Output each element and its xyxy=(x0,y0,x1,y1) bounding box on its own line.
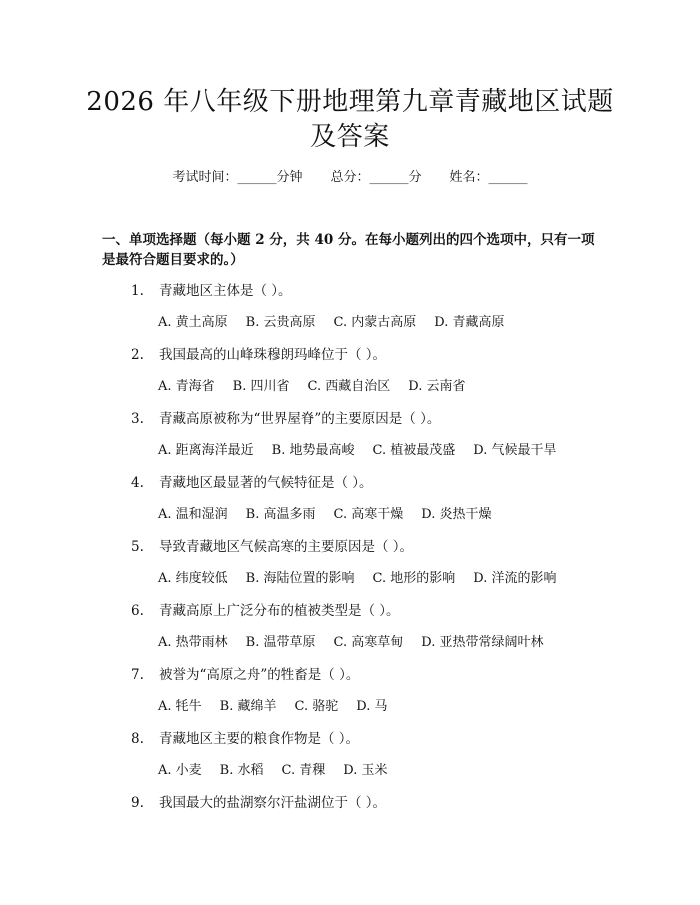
question-5-options xyxy=(158,570,556,588)
question-number: 3. xyxy=(131,411,144,427)
question-4-options xyxy=(158,506,491,524)
question-5 xyxy=(131,538,413,556)
question-number: 8. xyxy=(131,731,144,747)
section-heading-line-2: 是最符合题目要求的。） xyxy=(102,252,244,268)
question-1-options xyxy=(158,314,504,332)
exam-time-field: 考试时间：______分钟 xyxy=(172,170,303,185)
option-b: B. 四川省 xyxy=(232,379,290,394)
question-1 xyxy=(131,282,292,300)
student-name-field: 姓名：______ xyxy=(449,170,528,185)
option-c: C. 高寒干燥 xyxy=(333,507,404,522)
question-2-options xyxy=(158,378,465,396)
question-number: 7. xyxy=(131,667,144,683)
question-text: 青藏高原被称为“世界屋脊”的主要原因是（ ）。 xyxy=(159,411,441,427)
question-text: 青藏地区主体是（ ）。 xyxy=(159,283,292,299)
option-d: D. 青藏高原 xyxy=(434,315,505,330)
option-c: C. 青稞 xyxy=(281,763,326,778)
question-4 xyxy=(131,474,373,492)
option-c: C. 骆驼 xyxy=(294,699,339,714)
question-8 xyxy=(131,730,359,748)
question-text: 我国最大的盐湖察尔汗盐湖位于（ ）。 xyxy=(159,795,387,811)
question-text: 青藏地区主要的粮食作物是（ ）。 xyxy=(159,731,360,747)
option-c: C. 植被最茂盛 xyxy=(372,443,456,458)
question-number: 4. xyxy=(131,475,144,491)
question-text: 导致青藏地区气候高寒的主要原因是（ ）。 xyxy=(159,539,414,555)
question-9 xyxy=(131,794,386,812)
option-a: A. 青海省 xyxy=(158,379,215,394)
question-2 xyxy=(131,346,386,364)
option-d: D. 云南省 xyxy=(408,379,466,394)
question-3 xyxy=(131,410,440,428)
option-d: D. 玉米 xyxy=(343,763,388,778)
option-a: A. 牦牛 xyxy=(158,699,202,714)
option-a: A. 黄土高原 xyxy=(158,315,228,330)
option-d: D. 洋流的影响 xyxy=(473,571,557,586)
option-d: D. 气候最干旱 xyxy=(473,443,557,458)
question-text: 青藏高原上广泛分布的植被类型是（ ）。 xyxy=(159,603,400,619)
page-title-line-1: 2026 年八年级下册地理第九章青藏地区试题 xyxy=(86,87,614,117)
option-c: C. 高寒草甸 xyxy=(333,635,404,650)
question-number: 1. xyxy=(131,283,144,299)
exam-meta xyxy=(0,169,700,187)
option-c: C. 西藏自治区 xyxy=(307,379,391,394)
option-a: A. 小麦 xyxy=(158,763,202,778)
option-d: D. 马 xyxy=(356,699,388,714)
option-a: A. 纬度较低 xyxy=(158,571,228,586)
question-number: 5. xyxy=(131,539,144,555)
question-8-options xyxy=(158,762,387,780)
question-3-options xyxy=(158,442,556,460)
section-heading-line-1: 一、单项选择题（每小题 2 分，共 40 分。在每小题列出的四个选项中，只有一项 xyxy=(102,232,595,248)
question-text: 被誉为“高原之舟”的牲畜是（ ）。 xyxy=(159,667,360,683)
question-text: 青藏地区最显著的气候特征是（ ）。 xyxy=(159,475,373,491)
option-b: B. 海陆位置的影响 xyxy=(245,571,355,586)
option-d: D. 炎热干燥 xyxy=(421,507,492,522)
question-number: 9. xyxy=(131,795,144,811)
page-title-line-2: 及答案 xyxy=(310,122,390,152)
total-score-field: 总分：______分 xyxy=(330,170,422,185)
option-b: B. 藏绵羊 xyxy=(219,699,277,714)
question-6 xyxy=(131,602,400,620)
option-c: C. 内蒙古高原 xyxy=(333,315,417,330)
option-c: C. 地形的影响 xyxy=(372,571,456,586)
option-b: B. 水稻 xyxy=(219,763,264,778)
question-number: 6. xyxy=(131,603,144,619)
question-number: 2. xyxy=(131,347,144,363)
option-a: A. 温和湿润 xyxy=(158,507,228,522)
question-text: 我国最高的山峰珠穆朗玛峰位于（ ）。 xyxy=(159,347,387,363)
question-7 xyxy=(131,666,359,684)
option-d: D. 亚热带常绿阔叶林 xyxy=(421,635,544,650)
option-a: A. 距离海洋最近 xyxy=(158,443,254,458)
question-6-options xyxy=(158,634,543,652)
option-a: A. 热带雨林 xyxy=(158,635,228,650)
question-7-options xyxy=(158,698,387,716)
option-b: B. 云贵高原 xyxy=(245,315,316,330)
option-b: B. 高温多雨 xyxy=(245,507,316,522)
option-b: B. 温带草原 xyxy=(245,635,316,650)
option-b: B. 地势最高峻 xyxy=(271,443,355,458)
